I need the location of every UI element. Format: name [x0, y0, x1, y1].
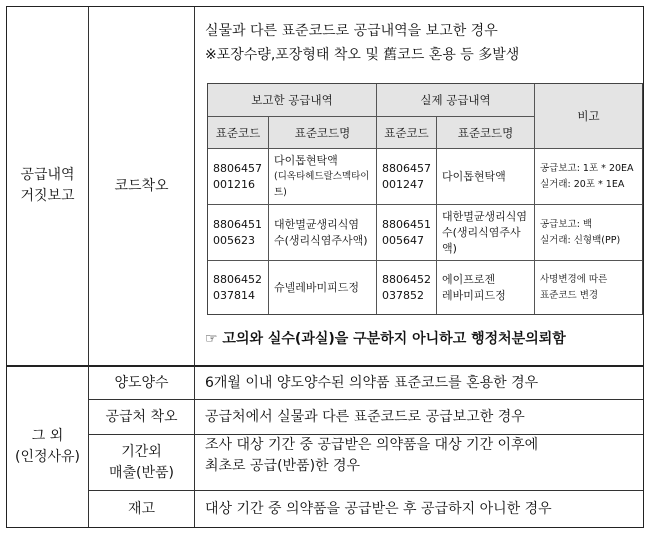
code-part: 8806451: [213, 217, 262, 231]
code-part: 8806457: [213, 161, 262, 175]
category-line: 공급내역: [20, 167, 75, 183]
category-line: 거짓보고: [20, 188, 75, 204]
remark-part: 실거래: 신형백(PP): [540, 234, 621, 246]
item-desc: 조사 대상 기간 중 공급받은 의약품을 대상 기간 이후에: [205, 437, 539, 453]
code-part: 005623: [213, 233, 255, 247]
item-desc: 최초로 공급(반품)한 경우: [205, 458, 361, 474]
rep-code: [208, 204, 268, 260]
item-desc: 공급처에서 실물과 다른 표준코드로 공급보고한 경우: [205, 408, 525, 425]
act-code: [376, 260, 436, 314]
name-part: 다이톱현탁액: [274, 153, 338, 167]
rep-code-name: [268, 204, 376, 260]
item-desc-out-of-period: [194, 434, 643, 490]
type-label: 코드착오: [114, 177, 169, 194]
header-rep-code: 표준코드: [208, 116, 268, 148]
item-label: 양도양수: [114, 374, 169, 391]
category-line: 그 외: [31, 428, 64, 444]
name-part: 수(생리식염주사액): [442, 225, 521, 255]
act-code-name: [436, 260, 534, 314]
item-label-out-of-period: [88, 434, 194, 490]
item-label-supplier-error: [88, 399, 194, 434]
note-line: ☞ 고의와 실수(과실)을 구분하지 아니하고 행정처분의뢰함: [205, 331, 566, 347]
code-part: 8806452: [213, 272, 262, 286]
item-label: 공급처 착오: [105, 408, 178, 425]
item-desc-supplier-error: [194, 399, 643, 434]
header-reported-group: 보고한 공급내역: [208, 84, 376, 116]
item-label-transfer: [88, 365, 194, 399]
act-code-name: [436, 204, 534, 260]
header-act-code: 표준코드: [376, 116, 436, 148]
item-label-inventory: [88, 490, 194, 527]
name-part: 대한멸균생리식염: [274, 217, 360, 231]
remark: [534, 260, 642, 314]
item-desc-transfer: [194, 365, 643, 399]
remark-part: 사명변경에 따른: [540, 273, 608, 285]
item-label: 매출(반품): [108, 464, 175, 481]
act-code: [376, 204, 436, 260]
description-line-2: ※포장수량,포장형태 착오 및 舊코드 혼용 등 多발생: [205, 47, 520, 63]
category-line: (인정사유): [14, 449, 81, 465]
act-code: [376, 148, 436, 204]
code-part: 005647: [382, 233, 424, 247]
item-label: 재고: [127, 500, 156, 517]
item-desc: 대상 기간 중 의약품을 공급받은 후 공급하지 아니한 경우: [205, 500, 552, 517]
description-line-1: 실물과 다른 표준코드로 공급내역을 보고한 경우: [205, 23, 498, 39]
remark: [534, 148, 642, 204]
category-other: [7, 365, 88, 527]
header-remark: 비고: [534, 84, 642, 148]
name-part: 수(생리식염주사액): [274, 233, 368, 247]
code-example-table: [207, 83, 643, 315]
remark-part: 공급보고: 1포 * 20EA: [540, 162, 634, 174]
remark: [534, 204, 642, 260]
item-label: 기간외: [121, 443, 162, 460]
type-code-error: [88, 7, 194, 365]
rep-code-name: [268, 148, 376, 204]
code-part: 001247: [382, 177, 424, 191]
code-part: 8806451: [382, 217, 431, 231]
name-part: 에이프로젠: [442, 272, 496, 286]
rep-code-name: [268, 260, 376, 314]
item-desc: 6개월 이내 양도양수된 의약품 표준코드를 혼용한 경우: [205, 374, 539, 391]
criteria-table: [6, 6, 644, 528]
name-part: 슈넬레바미피드정: [274, 280, 360, 294]
code-part: 037814: [213, 288, 255, 302]
header-actual-group: 실제 공급내역: [376, 84, 534, 116]
item-desc-inventory: [194, 490, 643, 527]
remark-part: 공급보고: 백: [540, 218, 593, 230]
header-act-code-name: 표준코드명: [436, 116, 534, 148]
remark-part: 실거래: 20포 * 1EA: [540, 178, 625, 190]
category-fake-report: [7, 7, 88, 365]
name-part: (디옥타헤드랄스멕타이트): [274, 170, 370, 198]
remark-part: 표준코드 변경: [540, 289, 599, 301]
name-part: 다이톱현탁액: [442, 169, 506, 183]
name-part: 레바미피드정: [442, 288, 506, 302]
name-part: 대한멸균생리식염: [442, 209, 528, 223]
code-part: 037852: [382, 288, 424, 302]
code-part: 8806452: [382, 272, 431, 286]
act-code-name: [436, 148, 534, 204]
rep-code: [208, 148, 268, 204]
code-part: 001216: [213, 177, 255, 191]
code-part: 8806457: [382, 161, 431, 175]
rep-code: [208, 260, 268, 314]
header-rep-code-name: 표준코드명: [268, 116, 376, 148]
